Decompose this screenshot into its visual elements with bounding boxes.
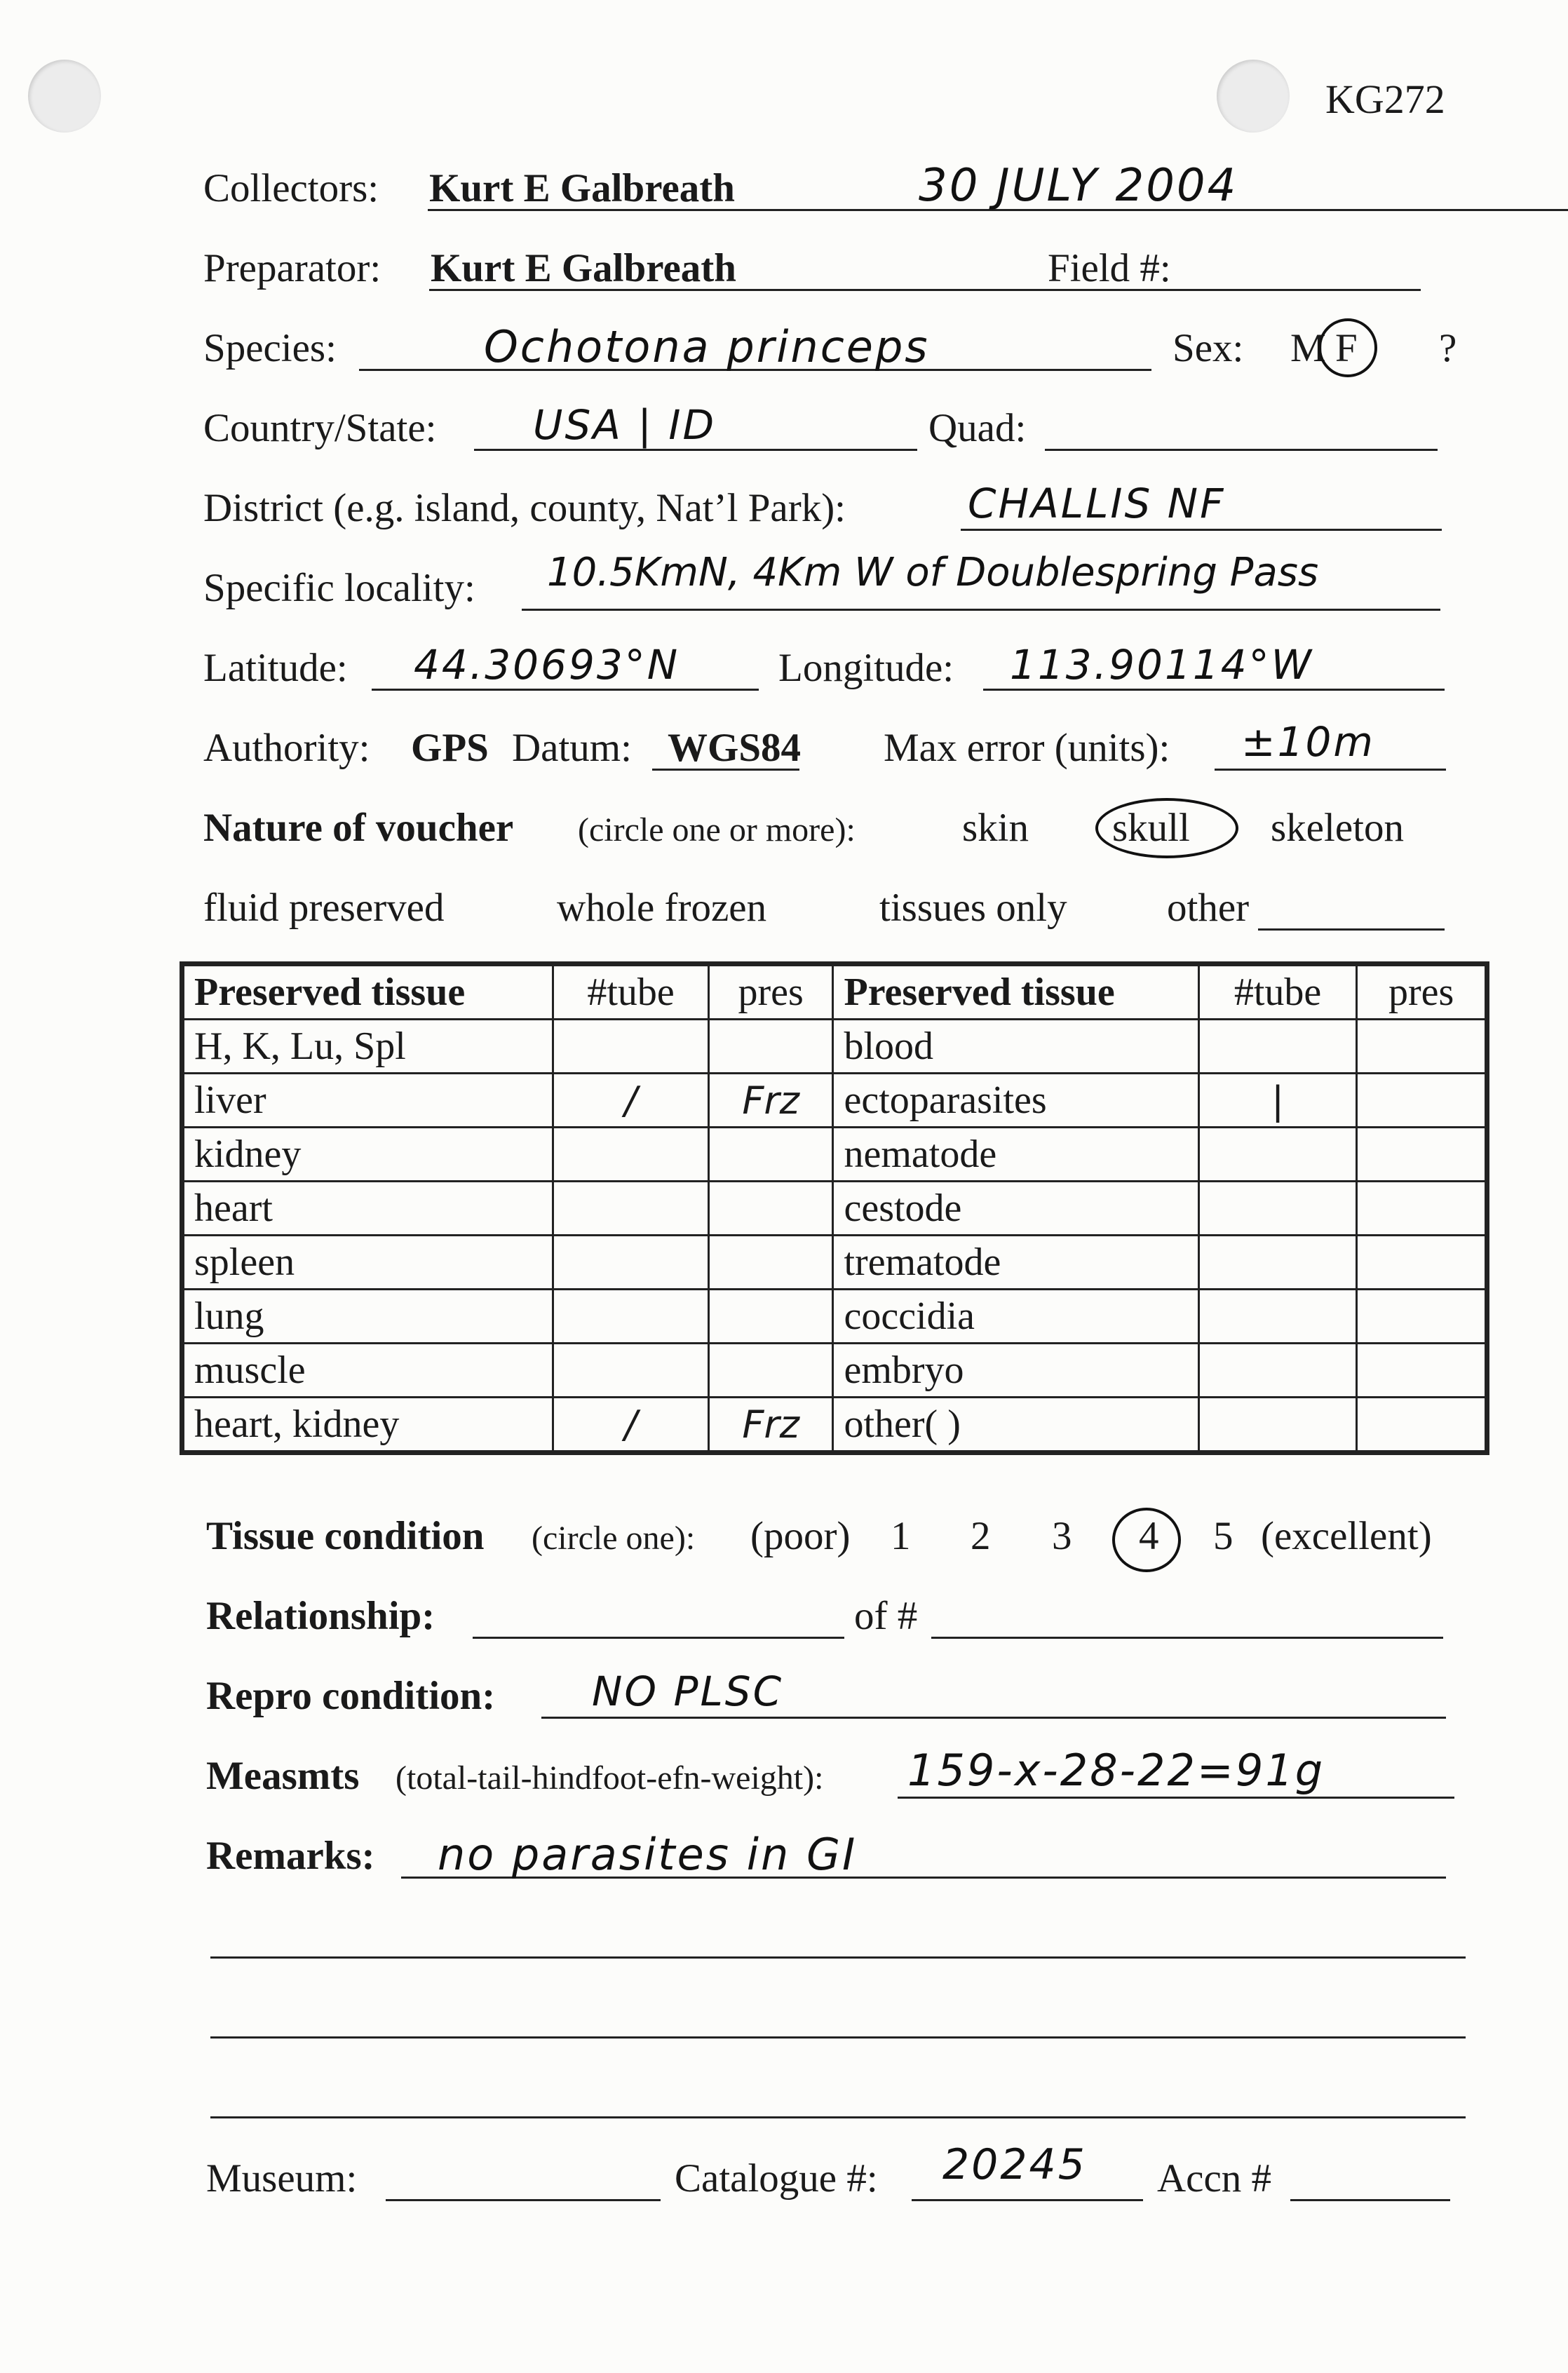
tissue-table-header xyxy=(184,966,1486,1020)
field-number-field[interactable] xyxy=(1198,245,1421,291)
remarks-value: no parasites in GI xyxy=(438,1829,858,1880)
relationship-label: Relationship: xyxy=(206,1594,435,1638)
tissue-pres-2[interactable] xyxy=(1357,1182,1486,1236)
voucher-label: Nature of voucher xyxy=(203,806,514,850)
tissue-tube-count[interactable]: / xyxy=(553,1398,709,1452)
longitude-value: 113.90114°W xyxy=(1010,641,1313,689)
skull-selection-circle xyxy=(1095,798,1238,858)
tissue-name: lung xyxy=(184,1290,553,1344)
voucher-other-field[interactable] xyxy=(1258,885,1445,931)
tissue-tube-count[interactable] xyxy=(553,1020,709,1074)
museum-label: Museum: xyxy=(206,2156,358,2200)
header-tube-2: #tube xyxy=(1198,966,1357,1020)
condition-option-1[interactable]: 1 xyxy=(891,1514,911,1558)
relationship-of-field[interactable] xyxy=(931,1593,1443,1639)
voucher-option-frozen[interactable]: whole frozen xyxy=(557,886,767,930)
authority-gps: GPS xyxy=(411,726,489,770)
tissue-tube-count-2[interactable] xyxy=(1198,1290,1357,1344)
tissue-name: liver xyxy=(184,1074,553,1128)
tissue-name: spleen xyxy=(184,1236,553,1290)
country-value: USA | ID xyxy=(533,401,717,449)
sex-label: Sex: xyxy=(1172,326,1244,370)
authority-label: Authority: xyxy=(203,726,370,770)
header-pres: pres xyxy=(708,966,833,1020)
tissue-name-2: blood xyxy=(833,1020,1198,1074)
header-preserved-tissue-2: Preserved tissue xyxy=(833,966,1198,1020)
remarks-label: Remarks: xyxy=(206,1834,375,1878)
district-label: District (e.g. island, county, Nat’l Park): xyxy=(203,486,846,530)
header-pres-2: pres xyxy=(1357,966,1486,1020)
header-tube: #tube xyxy=(553,966,709,1020)
museum-field[interactable] xyxy=(386,2156,661,2201)
relationship-field[interactable] xyxy=(473,1593,844,1639)
voucher-option-other[interactable]: other xyxy=(1167,886,1250,930)
tissue-condition-hint: (circle one): xyxy=(532,1520,696,1557)
tissue-pres[interactable] xyxy=(708,1290,833,1344)
tissue-tube-count[interactable] xyxy=(553,1236,709,1290)
measmts-hint: (total-tail-hindfoot-efn-weight): xyxy=(396,1759,824,1797)
accn-label: Accn # xyxy=(1157,2156,1272,2200)
tissue-tube-count-2[interactable] xyxy=(1198,1128,1357,1182)
condition-poor: (poor) xyxy=(750,1514,851,1558)
max-error-value: ±10m xyxy=(1241,718,1375,766)
sex-option-unknown[interactable]: ? xyxy=(1439,326,1457,370)
tissue-pres-2[interactable] xyxy=(1357,1236,1486,1290)
tissue-name-2: other( ) xyxy=(833,1398,1198,1452)
punch-hole-left xyxy=(28,60,101,133)
tissue-table xyxy=(182,964,1487,1452)
tissue-name-2: embryo xyxy=(833,1344,1198,1398)
species-value: Ochotona princeps xyxy=(484,321,930,372)
locality-value: 10.5KmN, 4Km W of Doublespring Pass xyxy=(547,550,1319,595)
condition-option-2[interactable]: 2 xyxy=(971,1514,991,1558)
accn-field[interactable] xyxy=(1290,2156,1450,2201)
latitude-value: 44.30693°N xyxy=(414,641,680,689)
tissue-name: kidney xyxy=(184,1128,553,1182)
condition-excellent: (excellent) xyxy=(1261,1514,1432,1558)
catalogue-label: Catalogue #: xyxy=(675,2156,878,2200)
remarks-line-4[interactable] xyxy=(210,2073,1466,2118)
voucher-option-tissues[interactable]: tissues only xyxy=(879,886,1067,930)
relationship-of-label: of # xyxy=(854,1594,918,1638)
field-number-label: Field #: xyxy=(1048,246,1171,290)
tissue-tube-count-2[interactable] xyxy=(1198,1398,1357,1452)
sex-option-m[interactable]: M xyxy=(1290,326,1326,370)
repro-label: Repro condition: xyxy=(206,1674,496,1718)
measmts-label: Measmts xyxy=(206,1754,360,1798)
catalogue-value: 20245 xyxy=(942,2140,1087,2189)
voucher-option-skin[interactable]: skin xyxy=(962,806,1029,850)
locality-label: Specific locality: xyxy=(203,566,475,610)
tissue-pres-2[interactable] xyxy=(1357,1290,1486,1344)
tissue-name: heart xyxy=(184,1182,553,1236)
condition-option-5[interactable]: 5 xyxy=(1213,1514,1234,1558)
tissue-tube-count-2[interactable]: | xyxy=(1198,1074,1357,1128)
tissue-pres-2[interactable] xyxy=(1357,1128,1486,1182)
collectors-label: Collectors: xyxy=(203,166,379,210)
tissue-tube-count-2[interactable] xyxy=(1198,1344,1357,1398)
voucher-hint: (circle one or more): xyxy=(578,811,856,849)
condition-selection-circle xyxy=(1112,1508,1181,1572)
remarks-line-2[interactable] xyxy=(210,1913,1466,1959)
tissue-pres[interactable]: Frz xyxy=(708,1398,833,1452)
tissue-row xyxy=(184,1398,1486,1452)
tissue-tube-count[interactable] xyxy=(553,1344,709,1398)
datum-label: Datum: xyxy=(512,726,632,770)
tissue-pres-2[interactable] xyxy=(1357,1344,1486,1398)
voucher-option-fluid[interactable]: fluid preserved xyxy=(203,886,445,930)
voucher-option-skull[interactable]: skull xyxy=(1112,806,1190,850)
header-preserved-tissue: Preserved tissue xyxy=(184,966,553,1020)
preparator-value: Kurt E Galbreath xyxy=(431,246,736,290)
tissue-tube-count[interactable] xyxy=(553,1290,709,1344)
tissue-pres[interactable] xyxy=(708,1236,833,1290)
tissue-name-2: trematode xyxy=(833,1236,1198,1290)
tissue-pres[interactable]: Frz xyxy=(708,1074,833,1128)
district-value: CHALLIS NF xyxy=(968,480,1226,527)
tissue-tube-count-2[interactable] xyxy=(1198,1020,1357,1074)
tissue-row xyxy=(184,1182,1486,1236)
measmts-value: 159-x-28-22=91g xyxy=(907,1745,1325,1796)
form-id: KG272 xyxy=(1325,76,1445,122)
tissue-name-2: coccidia xyxy=(833,1290,1198,1344)
tissue-name: heart, kidney xyxy=(184,1398,553,1452)
tissue-pres[interactable] xyxy=(708,1182,833,1236)
tissue-pres-2[interactable] xyxy=(1357,1020,1486,1074)
condition-option-4[interactable]: 4 xyxy=(1139,1514,1159,1558)
collectors-value: Kurt E Galbreath xyxy=(429,166,735,210)
remarks-line-3[interactable] xyxy=(210,1993,1466,2039)
tissue-pres-2[interactable] xyxy=(1357,1074,1486,1128)
tissue-name: muscle xyxy=(184,1344,553,1398)
collect-date: 30 JULY 2004 xyxy=(919,160,1238,212)
sex-selection-circle xyxy=(1318,318,1377,377)
longitude-label: Longitude: xyxy=(778,646,954,690)
repro-value: NO PLSC xyxy=(592,1668,784,1715)
tissue-name-2: nematode xyxy=(833,1128,1198,1182)
tissue-tube-count-2[interactable] xyxy=(1198,1182,1357,1236)
tissue-condition-label: Tissue condition xyxy=(206,1514,485,1558)
country-label: Country/State: xyxy=(203,406,437,450)
datum-value: WGS84 xyxy=(668,726,802,770)
max-error-label: Max error (units): xyxy=(884,726,1170,770)
quad-label: Quad: xyxy=(928,406,1027,450)
tissue-tube-count[interactable] xyxy=(553,1182,709,1236)
tissue-pres[interactable] xyxy=(708,1128,833,1182)
quad-field[interactable] xyxy=(1045,405,1438,451)
tissue-name-2: ectoparasites xyxy=(833,1074,1198,1128)
tissue-tube-count-2[interactable] xyxy=(1198,1236,1357,1290)
tissue-tube-count[interactable] xyxy=(553,1128,709,1182)
tissue-row xyxy=(184,1344,1486,1398)
preparator-label: Preparator: xyxy=(203,246,381,290)
voucher-option-skeleton[interactable]: skeleton xyxy=(1271,806,1404,850)
latitude-label: Latitude: xyxy=(203,646,348,690)
tissue-pres[interactable] xyxy=(708,1020,833,1074)
tissue-name: H, K, Lu, Spl xyxy=(184,1020,553,1074)
tissue-row xyxy=(184,1020,1486,1074)
tissue-row xyxy=(184,1290,1486,1344)
condition-option-3[interactable]: 3 xyxy=(1052,1514,1072,1558)
tissue-row xyxy=(184,1236,1486,1290)
species-label: Species: xyxy=(203,326,337,370)
sex-option-f[interactable]: F xyxy=(1335,326,1358,370)
tissue-name-2: cestode xyxy=(833,1182,1198,1236)
tissue-pres-2[interactable] xyxy=(1357,1398,1486,1452)
tissue-row xyxy=(184,1128,1486,1182)
tissue-tube-count[interactable]: / xyxy=(553,1074,709,1128)
punch-hole-right xyxy=(1217,60,1290,133)
tissue-row xyxy=(184,1074,1486,1128)
tissue-pres[interactable] xyxy=(708,1344,833,1398)
